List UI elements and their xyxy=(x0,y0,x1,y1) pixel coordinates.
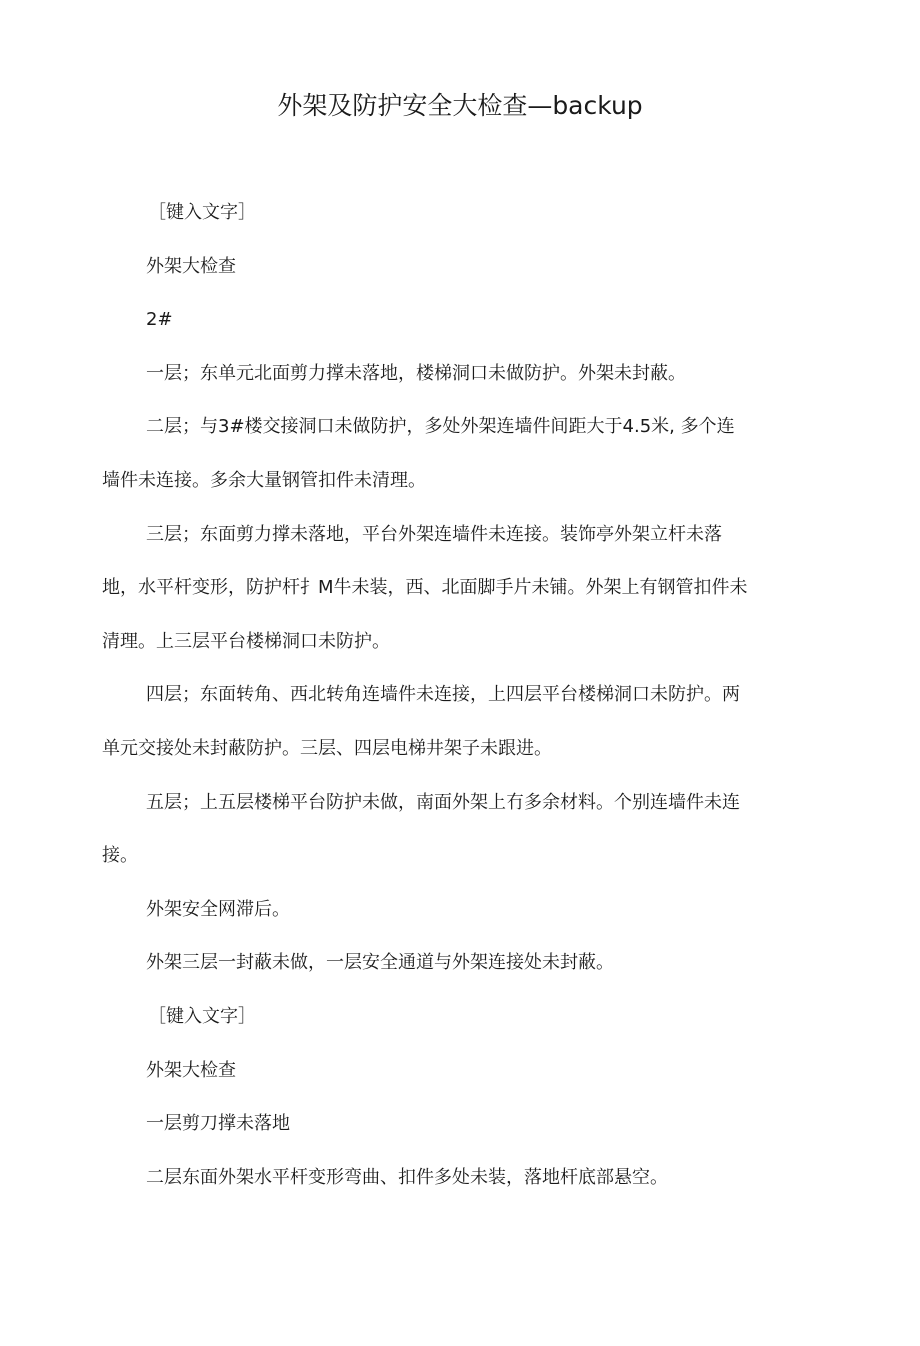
document-title: 外架及防护安全大检查—backup xyxy=(277,91,643,120)
section-heading-2: 外架大检查 xyxy=(146,1059,236,1081)
paragraph-safety-net: 外架安全网滞后。 xyxy=(146,898,290,920)
paragraph-floor-1: 一层；东单元北面剪力撑未落地，楼梯洞口未做防护。外架未封蔽。 xyxy=(146,362,686,384)
document-body xyxy=(102,186,752,1204)
paragraph-floor-2: 二层；与3#楼交接洞口未做防护，多处外架连墙件间距大于4.5米, 多个连墙件未连接。多余大量钢管扣件未清理。 xyxy=(102,416,735,491)
paragraph-enclosure: 外架三层一封蔽未做，一层安全通道与外架连接处未封蔽。 xyxy=(146,952,614,974)
paragraph-item-1: 一层剪刀撑未落地 xyxy=(146,1113,290,1135)
header-placeholder-text-2: ［键入文字］ xyxy=(148,1005,256,1027)
paragraph-floor-3: 三层；东面剪力撑未落地，平台外架连墙件未连接。装饰亭外架立杆未落地，水平杆变形，防护杆扌M牛未装，西、北面脚手片未铺。外架上有钢管扣件未清理。上三层平台楼梯洞口未防护。 xyxy=(102,523,748,652)
paragraph-item-2: 二层东面外架水平杆变形弯曲、扣件多处未装，落地杆底部悬空。 xyxy=(146,1166,668,1188)
paragraph-floor-4: 四层；东面转角、西北转角连墙件未连接，上四层平台楼梯洞口未防护。两单元交接处未封蔽防护。三层、四层电梯井架子未跟进。 xyxy=(102,684,740,759)
building-number: 2# xyxy=(146,309,173,331)
header-placeholder-text: ［键入文字］ xyxy=(148,202,256,223)
section-heading: 外架大检查 xyxy=(146,255,236,277)
paragraph-floor-5: 五层；上五层楼梯平台防护未做，南面外架上冇多余材料。个别连墙件未连接。 xyxy=(102,791,740,867)
